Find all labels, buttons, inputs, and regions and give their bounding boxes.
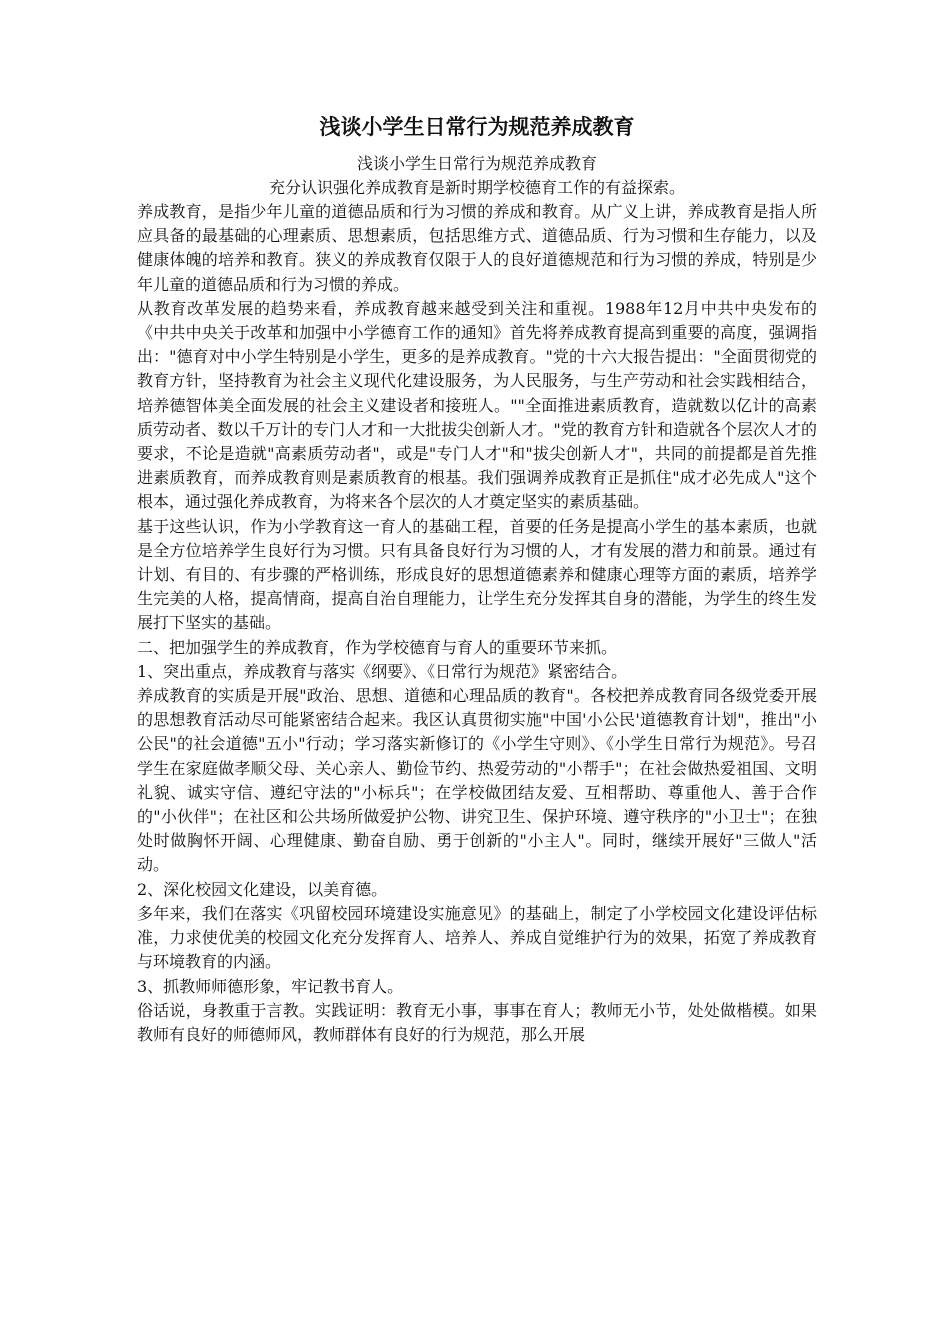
item-heading-3: 3、抓教师师德形象，牢记教书育人。 — [137, 976, 404, 996]
paragraph-trend: 从教育改革发展的趋势来看，养成教育越来越受到关注和重视。1988年12月中共中央发布的《中共中央关于改革和加强中小学德育工作的通知》首先将养成教育提高到重要的高度，强调指出："德育对中小学生特别是小学生，更多的是养成教育。"党的十六大报告提出："全面贯彻党的教育方针，坚持教育为社会主义现代化建设服务，为人民服务，与生产劳动和社会实践相结合，培养德智体美全面发展的社会主义建设者和接班人。""全面推进素质教育，造就数以亿计的高素质劳动者、数以千万计的专门人才和一大批拔尖创新人才。"党的教育方针和造就各个层次人才的要求，不论是造就"高素质劳动者"，或是"专门人才"和"拔尖创新人才"，共同的前提都是首先推进素质教育，而养成教育则是素质教育的根基。我们强调养成教育正是抓住"成才必先成人"这个根本，通过强化养成教育，为将来各个层次的人才奠定坚实的素质基础。 — [137, 298, 817, 512]
paragraph-campus-culture: 多年来，我们在落实《巩留校园环境建设实施意见》的基础上，制定了小学校园文化建设评估标准，力求使优美的校园文化充分发挥育人、培养人、养成自觉维护行为的效果，拓宽了养成教育与环境教育的内涵。 — [137, 903, 817, 972]
document-page — [137, 112, 817, 1047]
paragraph-teacher-ethics: 俗话说，身教重于言教。实践证明：教育无小事，事事在育人；教师无小节，处处做楷模。如果教师有良好的师德师风，教师群体有良好的行为规范，那么开展 — [137, 1000, 817, 1044]
item-heading-1: 1、突出重点，养成教育与落实《纲要》、《日常行为规范》紧密结合。 — [137, 661, 628, 681]
intro-line: 充分认识强化养成教育是新时期学校德育工作的有益探索。 — [268, 178, 685, 197]
paragraph-definition: 养成教育，是指少年儿童的道德品质和行为习惯的养成和教育。从广义上讲，养成教育是指人所应具备的最基础的心理素质、思想素质，包括思维方式、道德品质、行为习惯和生存能力，以及健康体魄的培养和教育。狭义的养成教育仅限于人的良好道德规范和行为习惯的养成，特别是少年儿童的道德品质和行为习惯的养成。 — [137, 202, 817, 294]
section-heading-2: 二、把加强学生的养成教育，作为学校德育与育人的重要环节来抓。 — [137, 637, 618, 657]
document-title: 浅谈小学生日常行为规范养成教育 — [319, 115, 635, 139]
item-heading-2: 2、深化校园文化建设，以美育德。 — [137, 879, 388, 899]
paragraph-understanding: 基于这些认识，作为小学教育这一育人的基础工程，首要的任务是提高小学生的基本素质，也就是全方位培养学生良好行为习惯。只有具备良好行为习惯的人，才有发展的潜力和前景。通过有计划、有目的、有步骤的严格训练，形成良好的思想道德素养和健康心理等方面的素质，培养学生完美的人格，提高情商，提高自治自理能力，让学生充分发挥其自身的潜能，为学生的终生发展打下坚实的基础。 — [137, 516, 817, 633]
document-subtitle: 浅谈小学生日常行为规范养成教育 — [356, 154, 597, 173]
paragraph-essence: 养成教育的实质是开展"政治、思想、道德和心理品质的教育"。各校把养成教育同各级党委开展的思想教育活动尽可能紧密结合起来。我区认真贯彻实施"中国'小公民'道德教育计划"，推出"小公民"的社会道德"五小"行动；学习落实新修订的《小学生守则》、《小学生日常行为规范》。号召学生在家庭做孝顺父母、关心亲人、勤俭节约、热爱劳动的"小帮手"；在社会做热爱祖国、文明礼貌、诚实守信、遵纪守法的"小标兵"；在学校做团结友爱、互相帮助、尊重他人、善于合作的"小伙伴"；在社区和公共场所做爱护公物、讲究卫生、保护环境、遵守秩序的"小卫士"；在独处时做胸怀开阔、心理健康、勤奋自励、勇于创新的"小主人"。同时，继续开展好"三做人"活动。 — [137, 686, 817, 875]
